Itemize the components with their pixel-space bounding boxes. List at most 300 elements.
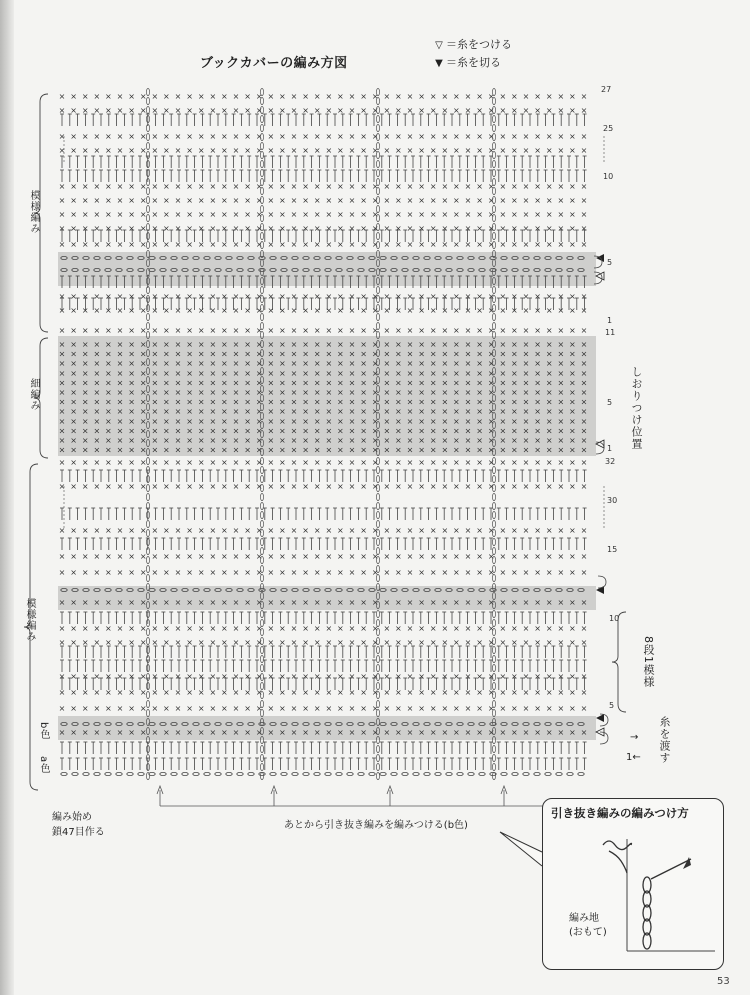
svg-text:×: × — [348, 306, 356, 315]
svg-text:×: × — [116, 397, 124, 407]
svg-text:×: × — [557, 688, 565, 697]
svg-text:×: × — [174, 359, 182, 369]
svg-text:×: × — [267, 704, 275, 713]
svg-text:×: × — [81, 306, 89, 315]
sc-row — [59, 292, 588, 301]
svg-text:×: × — [279, 92, 286, 101]
svg-text:×: × — [139, 224, 147, 233]
svg-text:×: × — [81, 445, 89, 455]
svg-text:×: × — [186, 196, 193, 205]
svg-text:×: × — [116, 426, 124, 436]
svg-text:×: × — [453, 672, 460, 681]
svg-text:×: × — [418, 92, 425, 101]
svg-text:×: × — [105, 728, 112, 737]
svg-text:×: × — [406, 436, 414, 445]
slip-chain-icon — [643, 877, 651, 949]
svg-text:×: × — [105, 482, 112, 491]
svg-text:×: × — [221, 482, 228, 491]
svg-text:×: × — [337, 210, 344, 219]
svg-text:×: × — [487, 598, 495, 607]
svg-text:×: × — [81, 92, 89, 101]
svg-text:×: × — [476, 426, 483, 436]
svg-text:×: × — [453, 728, 460, 737]
svg-text:×: × — [128, 436, 135, 445]
svg-text:×: × — [534, 568, 541, 577]
svg-text:×: × — [383, 482, 391, 491]
svg-text:×: × — [267, 688, 275, 697]
svg-text:×: × — [221, 436, 228, 445]
svg-text:×: × — [487, 292, 495, 301]
svg-text:×: × — [116, 728, 124, 737]
svg-text:×: × — [383, 306, 391, 315]
svg-text:×: × — [325, 416, 333, 426]
svg-text:×: × — [197, 704, 205, 713]
svg-text:×: × — [569, 458, 576, 467]
svg-text:×: × — [325, 388, 333, 397]
svg-text:×: × — [93, 407, 101, 417]
svg-text:×: × — [302, 426, 309, 436]
svg-text:×: × — [197, 638, 205, 647]
svg-text:×: × — [534, 598, 541, 607]
svg-text:×: × — [395, 416, 402, 426]
svg-text:×: × — [302, 106, 309, 115]
svg-text:×: × — [93, 240, 101, 249]
svg-text:×: × — [441, 210, 449, 219]
svg-text:×: × — [464, 624, 472, 633]
svg-text:×: × — [534, 292, 541, 301]
svg-text:×: × — [302, 552, 309, 561]
svg-text:×: × — [511, 340, 518, 349]
svg-text:×: × — [93, 397, 101, 407]
svg-text:×: × — [557, 482, 565, 491]
svg-text:×: × — [464, 407, 472, 417]
svg-text:×: × — [511, 552, 518, 561]
svg-text:×: × — [116, 436, 124, 445]
svg-text:×: × — [325, 458, 333, 467]
svg-text:×: × — [186, 416, 193, 426]
svg-text:×: × — [360, 106, 367, 115]
svg-text:×: × — [418, 598, 425, 607]
svg-text:×: × — [174, 378, 182, 388]
svg-text:×: × — [128, 326, 135, 335]
svg-text:×: × — [499, 624, 507, 633]
svg-text:×: × — [174, 624, 182, 633]
svg-text:×: × — [360, 552, 367, 561]
svg-text:×: × — [139, 92, 147, 101]
svg-text:×: × — [290, 482, 298, 491]
svg-text:×: × — [383, 146, 391, 155]
svg-text:×: × — [429, 349, 437, 359]
svg-text:×: × — [116, 106, 124, 115]
svg-text:×: × — [429, 92, 437, 101]
svg-text:×: × — [360, 568, 367, 577]
svg-text:×: × — [569, 598, 576, 607]
svg-text:×: × — [511, 132, 518, 141]
svg-text:×: × — [429, 378, 437, 388]
svg-text:×: × — [197, 624, 205, 633]
svg-text:×: × — [325, 292, 333, 301]
svg-text:×: × — [395, 359, 402, 369]
svg-text:×: × — [557, 196, 565, 205]
svg-text:×: × — [209, 359, 217, 369]
turning-chain — [598, 576, 606, 588]
svg-text:×: × — [429, 397, 437, 407]
svg-text:×: × — [244, 182, 251, 191]
svg-text:×: × — [70, 445, 77, 455]
svg-text:×: × — [499, 306, 507, 315]
svg-text:×: × — [534, 196, 541, 205]
svg-text:×: × — [302, 146, 309, 155]
svg-text:×: × — [290, 598, 298, 607]
svg-text:×: × — [569, 407, 576, 417]
svg-text:×: × — [255, 292, 263, 301]
svg-text:×: × — [476, 378, 483, 388]
svg-text:×: × — [232, 306, 240, 315]
svg-text:×: × — [313, 326, 321, 335]
svg-text:×: × — [186, 598, 193, 607]
svg-text:×: × — [511, 224, 518, 233]
svg-text:×: × — [545, 224, 553, 233]
svg-text:×: × — [267, 306, 275, 315]
svg-text:×: × — [476, 407, 483, 417]
svg-text:×: × — [81, 704, 89, 713]
svg-text:×: × — [487, 388, 495, 397]
svg-text:×: × — [395, 368, 402, 378]
label-color-a: a色 — [38, 756, 49, 775]
svg-text:×: × — [267, 182, 275, 191]
svg-text:×: × — [395, 458, 402, 467]
svg-text:×: × — [557, 368, 565, 378]
svg-text:×: × — [406, 292, 414, 301]
svg-text:×: × — [209, 306, 217, 315]
svg-text:×: × — [337, 397, 344, 407]
svg-text:×: × — [337, 598, 344, 607]
svg-text:×: × — [464, 568, 472, 577]
svg-text:×: × — [476, 349, 483, 359]
svg-text:×: × — [569, 436, 576, 445]
svg-text:×: × — [348, 436, 356, 445]
svg-text:×: × — [441, 482, 449, 491]
svg-text:×: × — [383, 624, 391, 633]
svg-text:×: × — [453, 624, 460, 633]
svg-text:×: × — [464, 436, 472, 445]
svg-text:×: × — [580, 359, 588, 369]
svg-text:×: × — [499, 132, 507, 141]
svg-text:×: × — [70, 224, 77, 233]
svg-text:×: × — [511, 672, 518, 681]
svg-text:×: × — [93, 436, 101, 445]
svg-text:×: × — [371, 728, 379, 737]
svg-text:×: × — [302, 92, 309, 101]
svg-text:×: × — [545, 359, 553, 369]
svg-text:×: × — [151, 106, 159, 115]
svg-text:×: × — [545, 132, 553, 141]
svg-text:×: × — [163, 407, 170, 417]
svg-text:×: × — [232, 359, 240, 369]
svg-text:×: × — [464, 326, 472, 335]
svg-text:×: × — [476, 92, 483, 101]
svg-text:×: × — [499, 482, 507, 491]
svg-text:×: × — [186, 688, 193, 697]
svg-text:×: × — [499, 326, 507, 335]
svg-text:×: × — [511, 388, 518, 397]
svg-text:×: × — [279, 340, 286, 349]
svg-text:×: × — [58, 704, 66, 713]
svg-text:×: × — [383, 326, 391, 335]
svg-text:×: × — [453, 704, 460, 713]
svg-text:×: × — [383, 132, 391, 141]
svg-text:×: × — [302, 210, 309, 219]
svg-text:×: × — [197, 426, 205, 436]
svg-text:×: × — [464, 106, 472, 115]
svg-text:×: × — [418, 359, 425, 369]
svg-text:×: × — [128, 368, 135, 378]
svg-text:×: × — [464, 552, 472, 561]
svg-text:×: × — [406, 482, 414, 491]
svg-text:×: × — [58, 368, 66, 378]
svg-text:×: × — [348, 672, 356, 681]
svg-text:×: × — [93, 368, 101, 378]
svg-text:×: × — [163, 552, 170, 561]
start-note-line1: 編み始め — [52, 812, 92, 823]
dc-row — [60, 742, 587, 754]
svg-text:×: × — [232, 426, 240, 436]
svg-text:×: × — [360, 638, 367, 647]
svg-text:×: × — [348, 526, 356, 535]
svg-text:×: × — [209, 672, 217, 681]
svg-text:×: × — [186, 436, 193, 445]
svg-text:×: × — [81, 224, 89, 233]
inset-fabric-label-2: (おもて) — [569, 927, 607, 938]
svg-text:×: × — [105, 526, 112, 535]
svg-text:×: × — [360, 672, 367, 681]
svg-text:×: × — [255, 552, 263, 561]
svg-text:×: × — [487, 436, 495, 445]
svg-text:×: × — [197, 368, 205, 378]
svg-text:×: × — [534, 368, 541, 378]
row-number-mid-1: 1 — [607, 444, 613, 453]
svg-text:×: × — [395, 132, 402, 141]
svg-text:×: × — [279, 426, 286, 436]
svg-text:×: × — [209, 426, 217, 436]
svg-text:×: × — [232, 378, 240, 388]
svg-text:×: × — [290, 224, 298, 233]
svg-text:×: × — [429, 240, 437, 249]
svg-text:×: × — [290, 292, 298, 301]
svg-text:×: × — [232, 704, 240, 713]
svg-text:×: × — [545, 426, 553, 436]
svg-text:×: × — [81, 638, 89, 647]
svg-text:×: × — [476, 728, 483, 737]
svg-text:×: × — [151, 672, 159, 681]
svg-text:×: × — [429, 359, 437, 369]
svg-text:×: × — [81, 368, 89, 378]
svg-text:×: × — [406, 132, 414, 141]
svg-text:×: × — [279, 368, 286, 378]
svg-text:×: × — [105, 368, 112, 378]
svg-text:×: × — [70, 688, 77, 697]
svg-text:×: × — [476, 397, 483, 407]
svg-text:×: × — [406, 182, 414, 191]
svg-text:×: × — [313, 397, 321, 407]
svg-text:×: × — [174, 688, 182, 697]
label-single-crochet: 細編み — [28, 378, 39, 411]
svg-text:×: × — [337, 146, 344, 155]
svg-text:×: × — [464, 92, 472, 101]
svg-text:×: × — [232, 224, 240, 233]
svg-text:×: × — [337, 368, 344, 378]
svg-text:×: × — [255, 146, 263, 155]
svg-text:×: × — [441, 182, 449, 191]
svg-text:×: × — [406, 224, 414, 233]
svg-text:×: × — [255, 458, 263, 467]
svg-text:×: × — [511, 210, 518, 219]
svg-text:×: × — [522, 224, 530, 233]
svg-text:×: × — [58, 552, 66, 561]
svg-text:×: × — [406, 326, 414, 335]
svg-text:×: × — [255, 704, 263, 713]
svg-text:×: × — [348, 704, 356, 713]
svg-text:×: × — [534, 349, 541, 359]
svg-text:×: × — [325, 598, 333, 607]
svg-text:×: × — [163, 397, 170, 407]
svg-text:×: × — [418, 106, 425, 115]
svg-text:×: × — [418, 445, 425, 455]
svg-text:×: × — [522, 196, 530, 205]
svg-text:×: × — [163, 568, 170, 577]
svg-text:×: × — [174, 326, 182, 335]
svg-text:×: × — [244, 728, 251, 737]
svg-text:×: × — [337, 624, 344, 633]
svg-text:×: × — [371, 340, 379, 349]
svg-text:×: × — [186, 146, 193, 155]
svg-text:×: × — [139, 445, 147, 455]
svg-text:×: × — [522, 182, 530, 191]
svg-text:×: × — [453, 426, 460, 436]
svg-text:×: × — [487, 146, 495, 155]
svg-text:×: × — [174, 196, 182, 205]
svg-text:×: × — [58, 146, 66, 155]
svg-text:×: × — [313, 378, 321, 388]
svg-text:×: × — [279, 598, 286, 607]
svg-text:×: × — [360, 292, 367, 301]
svg-text:×: × — [209, 728, 217, 737]
svg-text:×: × — [151, 182, 159, 191]
svg-text:×: × — [221, 196, 228, 205]
svg-text:×: × — [267, 568, 275, 577]
svg-text:×: × — [279, 728, 286, 737]
cut-yarn-icon: ▼ — [435, 58, 443, 69]
svg-text:×: × — [186, 482, 193, 491]
svg-text:×: × — [58, 388, 66, 397]
svg-text:×: × — [418, 552, 425, 561]
svg-text:×: × — [209, 196, 217, 205]
svg-text:×: × — [128, 210, 135, 219]
svg-text:×: × — [302, 482, 309, 491]
svg-text:×: × — [267, 672, 275, 681]
svg-text:×: × — [406, 728, 414, 737]
svg-text:×: × — [70, 240, 77, 249]
svg-text:×: × — [464, 349, 472, 359]
svg-text:×: × — [139, 210, 147, 219]
svg-text:×: × — [441, 728, 449, 737]
svg-text:×: × — [337, 458, 344, 467]
svg-text:×: × — [290, 378, 298, 388]
svg-text:×: × — [116, 672, 124, 681]
svg-text:×: × — [511, 728, 518, 737]
svg-text:×: × — [174, 704, 182, 713]
svg-text:×: × — [464, 638, 472, 647]
svg-text:×: × — [395, 340, 402, 349]
crochet-hook-icon — [651, 859, 691, 879]
dc-row — [60, 758, 587, 770]
svg-text:×: × — [569, 526, 576, 535]
svg-text:×: × — [569, 368, 576, 378]
svg-text:×: × — [313, 672, 321, 681]
svg-text:×: × — [93, 704, 101, 713]
svg-text:×: × — [267, 378, 275, 388]
svg-text:×: × — [174, 182, 182, 191]
svg-text:×: × — [487, 624, 495, 633]
svg-text:×: × — [93, 416, 101, 426]
svg-text:×: × — [476, 368, 483, 378]
svg-text:×: × — [163, 182, 170, 191]
svg-text:×: × — [267, 624, 275, 633]
svg-text:×: × — [174, 728, 182, 737]
svg-text:×: × — [418, 349, 425, 359]
svg-text:×: × — [441, 688, 449, 697]
svg-text:×: × — [209, 638, 217, 647]
svg-text:×: × — [522, 407, 530, 417]
svg-text:×: × — [197, 132, 205, 141]
svg-text:×: × — [325, 349, 333, 359]
svg-text:×: × — [441, 388, 449, 397]
svg-text:×: × — [58, 132, 66, 141]
svg-text:×: × — [371, 426, 379, 436]
svg-text:×: × — [360, 146, 367, 155]
svg-text:×: × — [58, 624, 66, 633]
svg-text:×: × — [139, 416, 147, 426]
svg-text:×: × — [395, 292, 402, 301]
svg-text:×: × — [499, 240, 507, 249]
svg-text:×: × — [81, 436, 89, 445]
svg-text:×: × — [511, 526, 518, 535]
svg-text:×: × — [116, 407, 124, 417]
svg-text:×: × — [197, 210, 205, 219]
svg-text:×: × — [151, 196, 159, 205]
svg-text:×: × — [128, 426, 135, 436]
svg-text:×: × — [580, 326, 588, 335]
svg-text:×: × — [221, 598, 228, 607]
dc-row — [60, 114, 587, 126]
svg-text:×: × — [244, 388, 251, 397]
svg-text:×: × — [534, 728, 541, 737]
svg-text:×: × — [244, 378, 251, 388]
sc-row — [59, 224, 588, 233]
svg-text:×: × — [371, 292, 379, 301]
dc-row — [60, 538, 587, 550]
svg-text:×: × — [313, 458, 321, 467]
svg-text:×: × — [534, 378, 541, 388]
svg-text:×: × — [139, 688, 147, 697]
svg-text:×: × — [139, 568, 147, 577]
svg-text:×: × — [209, 240, 217, 249]
slip-stitch-inset — [542, 798, 724, 970]
svg-text:×: × — [151, 436, 159, 445]
svg-text:×: × — [209, 224, 217, 233]
svg-text:×: × — [197, 340, 205, 349]
dc-row — [60, 170, 587, 182]
